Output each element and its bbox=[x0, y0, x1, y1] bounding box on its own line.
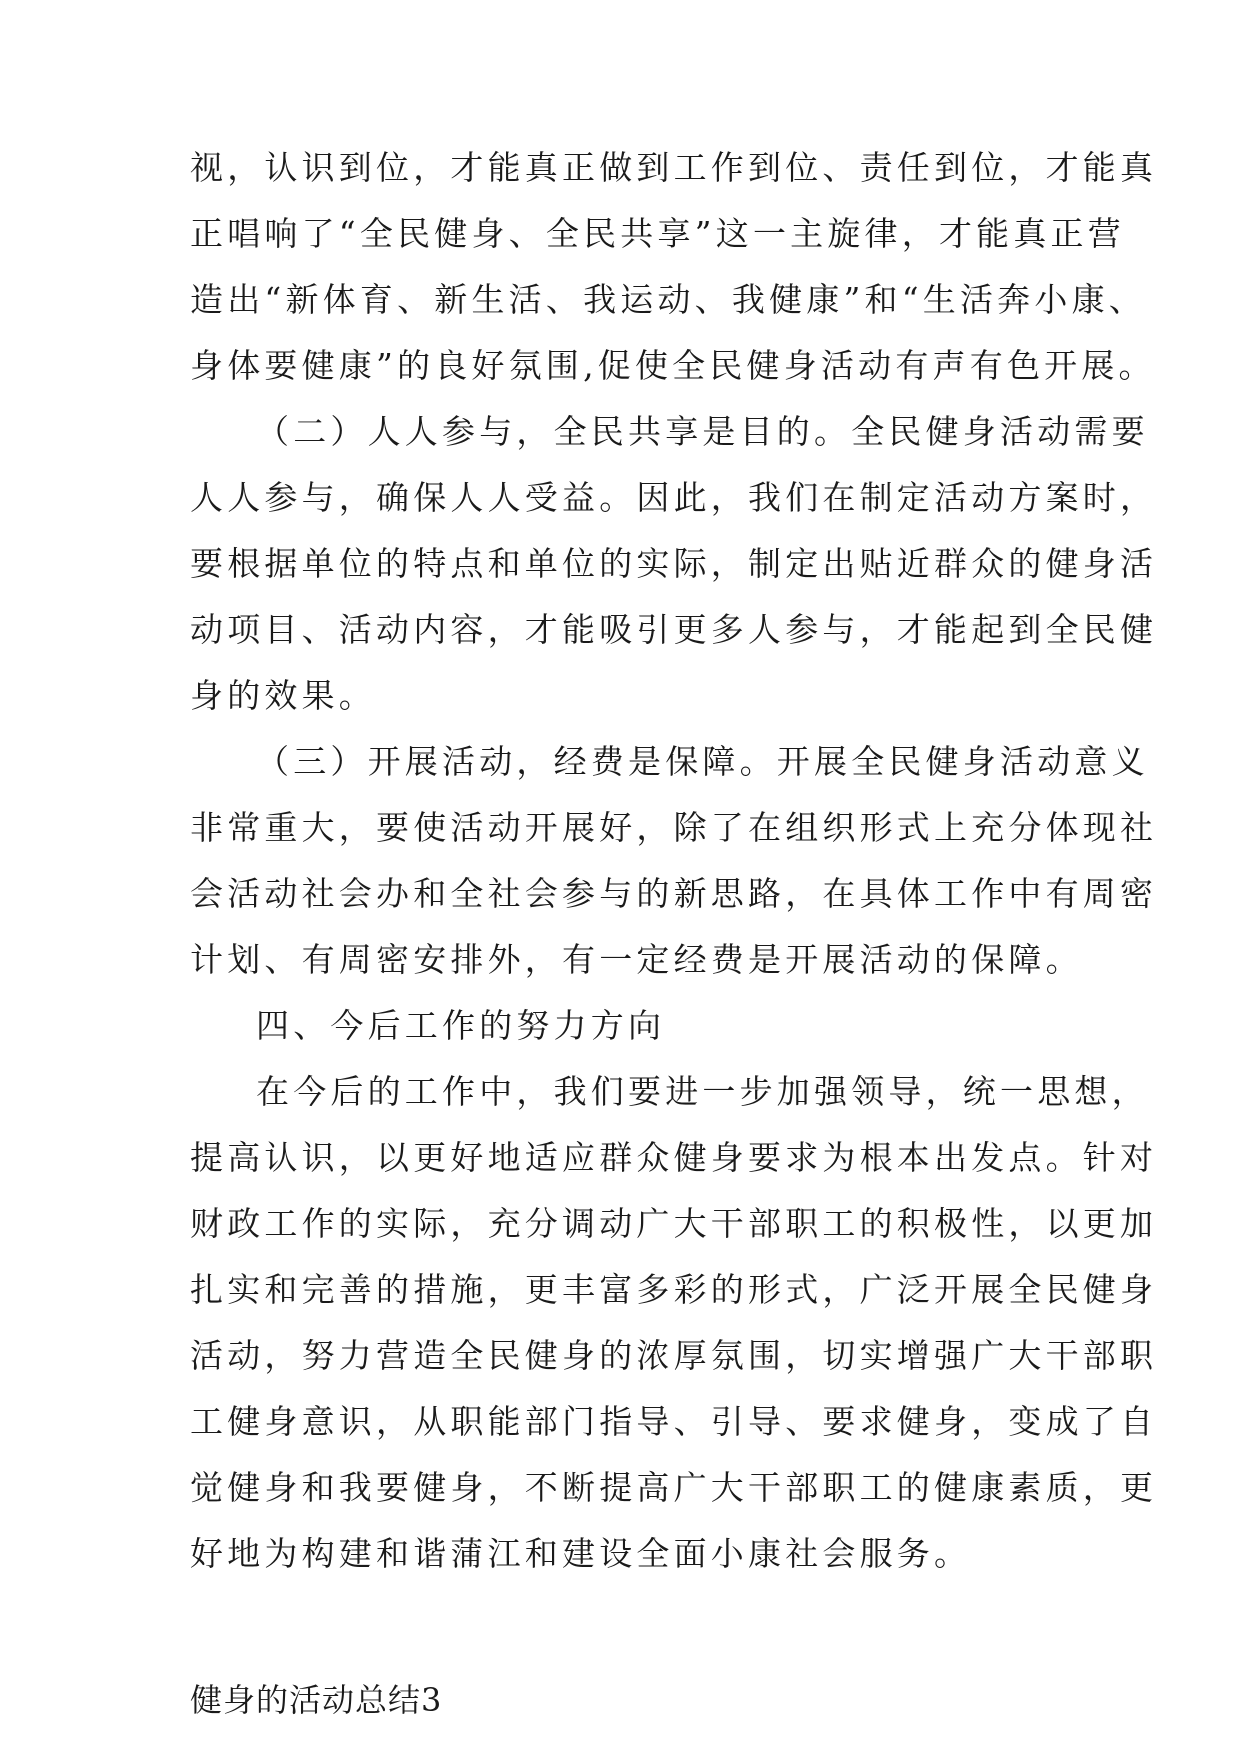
paragraph-line: 身的效果。 bbox=[190, 676, 376, 715]
paragraph-line: 造出“新体育、新生活、我运动、我健康”和“生活奔小康、 bbox=[190, 280, 1147, 319]
paragraph-line: 工健身意识，从职能部门指导、引导、要求健身，变成了自 bbox=[190, 1402, 1158, 1441]
section-heading: 健身的活动总结3 bbox=[190, 1681, 443, 1719]
paragraph-line: 好地为构建和谐蒲江和建设全面小康社会服务。 bbox=[190, 1534, 972, 1573]
paragraph-line: 视，认识到位，才能真正做到工作到位、责任到位，才能真 bbox=[190, 148, 1158, 187]
paragraph-line: 身体要健康”的良好氛围,促使全民健身活动有声有色开展。 bbox=[190, 346, 1156, 385]
paragraph-line: 在今后的工作中，我们要进一步加强领导，统一思想， bbox=[256, 1072, 1149, 1111]
paragraph-line: 觉健身和我要健身，不断提高广大干部职工的健康素质，更 bbox=[190, 1468, 1158, 1507]
paragraph-line: （三）开展活动，经费是保障。开展全民健身活动意义 bbox=[256, 742, 1149, 781]
paragraph-line: 活动，努力营造全民健身的浓厚氛围，切实增强广大干部职 bbox=[190, 1336, 1158, 1375]
paragraph-line: 人人参与，确保人人受益。因此，我们在制定活动方案时， bbox=[190, 478, 1158, 517]
paragraph-line: 会活动社会办和全社会参与的新思路，在具体工作中有周密 bbox=[190, 874, 1158, 913]
paragraph-line: 计划、有周密安排外，有一定经费是开展活动的保障。 bbox=[190, 940, 1083, 979]
paragraph-line: （二）人人参与，全民共享是目的。全民健身活动需要 bbox=[256, 412, 1149, 451]
paragraph-line: 正唱响了“全民健身、全民共享”这一主旋律，才能真正营 bbox=[190, 214, 1125, 253]
paragraph-line: 财政工作的实际，充分调动广大干部职工的积极性，以更加 bbox=[190, 1204, 1158, 1243]
paragraph-line: 扎实和完善的措施，更丰富多彩的形式，广泛开展全民健身 bbox=[190, 1270, 1158, 1309]
paragraph-line: 要根据单位的特点和单位的实际，制定出贴近群众的健身活 bbox=[190, 544, 1158, 583]
paragraph-line: 非常重大，要使活动开展好，除了在组织形式上充分体现社 bbox=[190, 808, 1158, 847]
section-subheading: 四、今后工作的努力方向 bbox=[256, 1006, 666, 1045]
paragraph-line: 动项目、活动内容，才能吸引更多人参与，才能起到全民健 bbox=[190, 610, 1158, 649]
paragraph-line: 提高认识，以更好地适应群众健身要求为根本出发点。针对 bbox=[190, 1138, 1158, 1177]
